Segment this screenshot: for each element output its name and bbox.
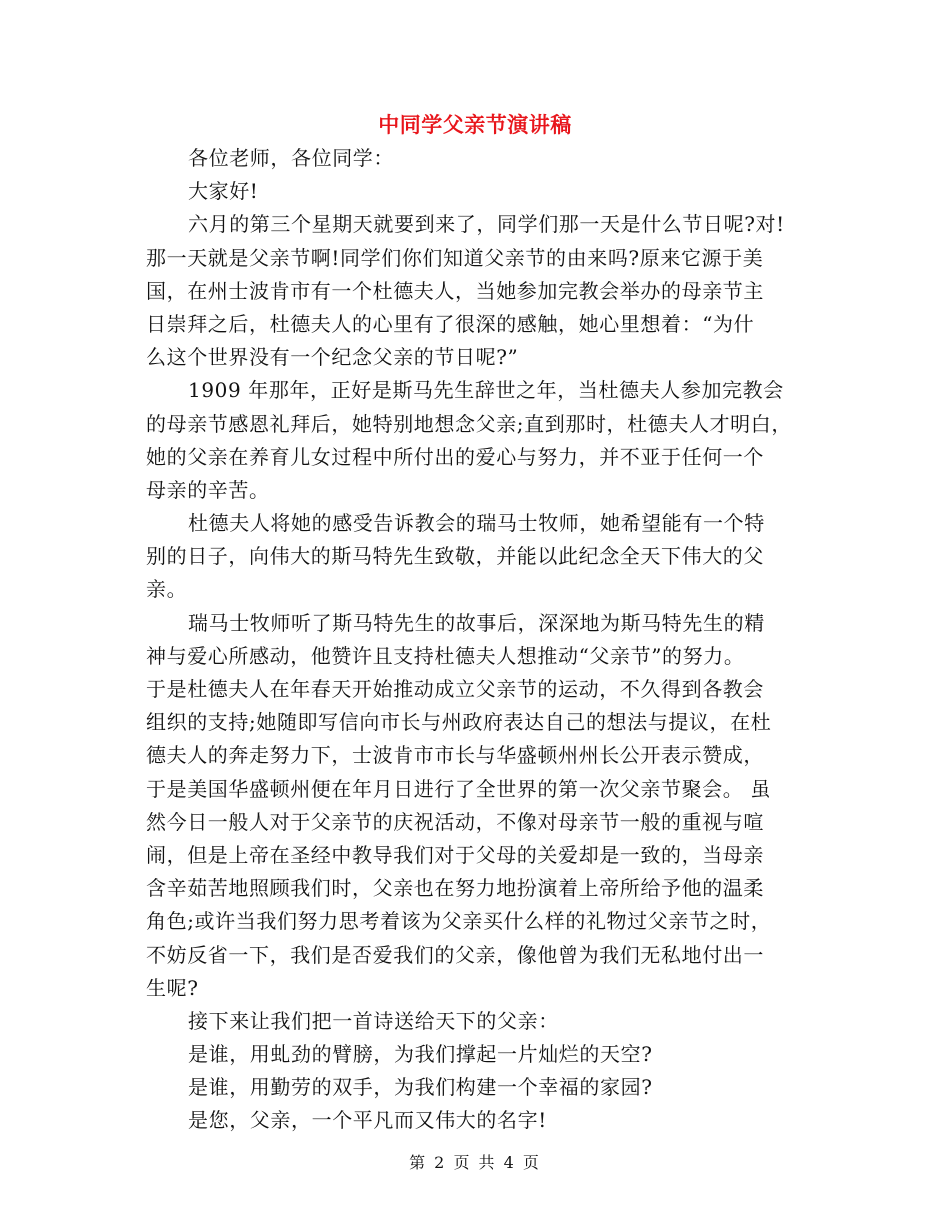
text-line: 日崇拜之后，杜德夫人的心里有了很深的感触，她心里想着：“为什 xyxy=(146,311,755,336)
text-line: 是您，父亲，一个平凡而又伟大的名字! xyxy=(188,1108,547,1133)
text-line: 于是美国华盛顿州便在年月日进行了全世界的第一次父亲节聚会。 虽 xyxy=(146,776,771,801)
text-line: 然今日一般人对于父亲节的庆祝活动，不像对母亲节一般的重视与喧 xyxy=(146,809,764,834)
text-line: 国，在州士波肯市有一个杜德夫人，当她参加完教会举办的母亲节主 xyxy=(146,278,764,303)
text-line: 她的父亲在养育儿女过程中所付出的爱心与努力，并不亚于任何一个 xyxy=(146,444,764,469)
text-line: 亲。 xyxy=(146,577,188,602)
text-line: 瑞马士牧师听了斯马特先生的故事后，深深地为斯马特先生的精 xyxy=(188,610,765,635)
text-line: 1909 年那年，正好是斯马先生辞世之年，当杜德夫人参加完教会 xyxy=(188,378,784,403)
text-line: 是谁，用勤劳的双手，为我们构建一个幸福的家园? xyxy=(188,1075,653,1100)
text-line: 么这个世界没有一个纪念父亲的节日呢?” xyxy=(146,345,519,370)
text-line: 接下来让我们把一首诗送给天下的父亲： xyxy=(188,1008,559,1033)
text-line: 的母亲节感恩礼拜后，她特别地想念父亲;直到那时，杜德夫人才明白， xyxy=(146,411,792,436)
text-line: 那一天就是父亲节啊!同学们你们知道父亲节的由来吗?原来它源于美 xyxy=(146,245,764,270)
text-line: 德夫人的奔走努力下，士波肯市市长与华盛顿州州长公开表示赞成， xyxy=(146,743,764,768)
text-line: 杜德夫人将她的感受告诉教会的瑞马士牧师，她希望能有一个特 xyxy=(188,511,765,536)
text-line: 母亲的辛苦。 xyxy=(146,477,270,502)
text-line: 大家好! xyxy=(188,179,259,204)
text-line: 神与爱心所感动，他赞许且支持杜德夫人想推动“父亲节”的努力。 xyxy=(146,643,745,668)
text-line: 组织的支持;她随即写信向市长与州政府表达自己的想法与提议，在杜 xyxy=(146,710,772,735)
text-line: 生呢? xyxy=(146,975,199,1000)
document-title: 中同学父亲节演讲稿 xyxy=(378,113,572,137)
page-footer: 第 2 页 共 4 页 xyxy=(409,1153,541,1172)
document-body xyxy=(146,142,814,1138)
text-line: 各位老师，各位同学： xyxy=(188,146,394,170)
text-line: 含辛茹苦地照顾我们时，父亲也在努力地扮演着上帝所给予他的温柔 xyxy=(146,876,764,901)
text-line: 闹，但是上帝在圣经中教导我们对于父母的关爱却是一致的，当母亲 xyxy=(146,842,764,867)
text-line: 角色;或许当我们努力思考着该为父亲买什么样的礼物过父亲节之时， xyxy=(146,909,772,934)
text-line: 是谁，用虬劲的臂膀，为我们撑起一片灿烂的天空? xyxy=(188,1042,653,1067)
text-line: 六月的第三个星期天就要到来了，同学们那一天是什么节日呢?对! xyxy=(188,212,785,237)
text-line: 不妨反省一下，我们是否爱我们的父亲，像他曾为我们无私地付出一 xyxy=(146,942,764,967)
text-line: 于是杜德夫人在年春天开始推动成立父亲节的运动，不久得到各教会 xyxy=(146,677,764,701)
text-line: 别的日子，向伟大的斯马特先生致敬，并能以此纪念全天下伟大的父 xyxy=(146,544,764,569)
